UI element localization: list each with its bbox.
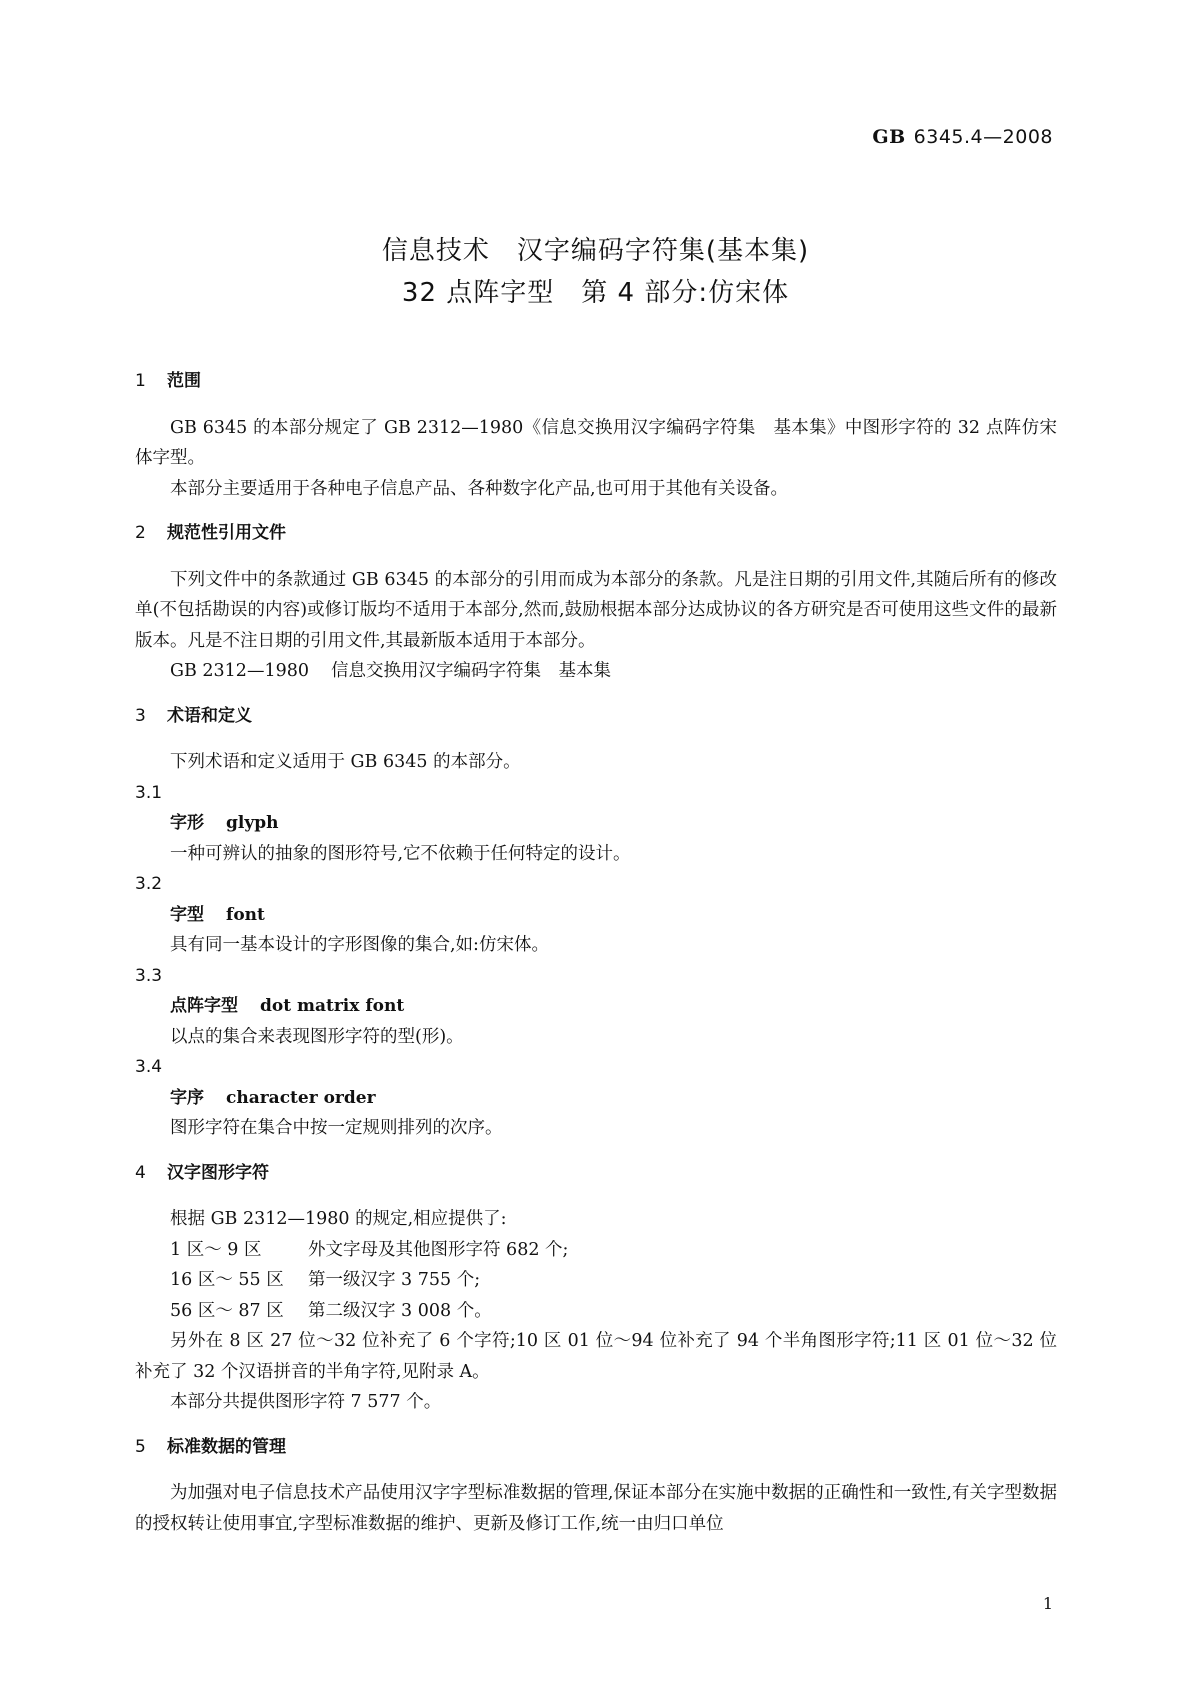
standard-code: 6345.4—2008 <box>913 126 1053 148</box>
section-5-paragraph-1: 为加强对电子信息技术产品使用汉字字型标准数据的管理,保证本部分在实施中数据的正确性和一致性,有关字型数据的授权转让使用事宜,字型标准数据的维护、更新及修订工作,统一由归口单位 <box>135 1483 1057 1534</box>
section-5-body <box>135 1478 1057 1539</box>
term-definition: 具有同一基本设计的字形图像的集合,如:仿宋体。 <box>170 935 549 955</box>
section-3-heading: 3 术语和定义 <box>135 705 252 726</box>
zone-row <box>135 1265 1057 1296</box>
term-definition: 图形字符在集合中按一定规则排列的次序。 <box>170 1118 503 1138</box>
normative-reference <box>135 656 1057 687</box>
section-4-total: 本部分共提供图形字符 7 577 个。 <box>170 1392 442 1412</box>
zone-description: 第一级汉字 3 755 个; <box>308 1270 481 1290</box>
standard-prefix: GB <box>872 126 906 148</box>
term-entry <box>135 1083 1057 1114</box>
zone-range: 1 区～ 9 区 <box>170 1239 262 1260</box>
section-5-heading: 5 标准数据的管理 <box>135 1436 286 1457</box>
term-zh: 点阵字型 <box>170 996 238 1016</box>
term-entry <box>135 900 1057 931</box>
zone-range: 16 区～ 55 区 <box>170 1270 284 1290</box>
zone-range: 56 区～ 87 区 <box>170 1300 284 1321</box>
section-4-heading: 4 汉字图形字符 <box>135 1162 269 1183</box>
term-en: character order <box>226 1087 376 1108</box>
section-4-body <box>135 1204 1057 1418</box>
reference-title: 信息交换用汉字编码字符集 基本集 <box>330 661 611 681</box>
section-1-paragraph-1: GB 6345 的本部分规定了 GB 2312—1980《信息交换用汉字编码字符集 基本集》中图形字符的 32 点阵仿宋体字型。 <box>135 417 1057 468</box>
clause-number: 3.2 <box>135 874 163 894</box>
term-entry <box>135 991 1057 1022</box>
section-3-intro: 下列术语和定义适用于 GB 6345 的本部分。 <box>170 752 521 772</box>
zone-description: 第二级汉字 3 008 个。 <box>308 1300 492 1321</box>
term-definition: 以点的集合来表现图形字符的型(形)。 <box>170 1026 464 1047</box>
reference-code: GB 2312—1980 <box>170 661 309 681</box>
zone-row <box>135 1235 1057 1266</box>
term-zh: 字序 <box>170 1087 204 1108</box>
section-4-intro: 根据 GB 2312—1980 的规定,相应提供了: <box>170 1209 507 1229</box>
document-title-line-2: 32 点阵字型 第 4 部分:仿宋体 <box>401 278 790 308</box>
page-number: 1 <box>1042 1594 1053 1613</box>
standard-number <box>872 126 1053 148</box>
term-zh: 字形 <box>170 813 204 833</box>
section-3-body <box>135 747 1057 1144</box>
section-4-supplement: 另外在 8 区 27 位～32 位补充了 6 个字符;10 区 01 位～94 位补充了 94 个半角图形字符;11 区 01 位～32 位补充了 32 个汉语拼音的半角字符,见附录 A。 <box>135 1331 1057 1382</box>
zone-description: 外文字母及其他图形字符 682 个; <box>308 1239 569 1260</box>
term-zh: 字型 <box>170 904 204 925</box>
clause-number: 3.1 <box>135 782 163 803</box>
term-en: dot matrix font <box>260 996 405 1016</box>
document-title-line-1: 信息技术 汉字编码字符集(基本集) <box>381 236 810 266</box>
zone-row <box>135 1296 1057 1327</box>
section-2-paragraph-1: 下列文件中的条款通过 GB 6345 的本部分的引用而成为本部分的条款。凡是注日期的引用文件,其随后所有的修改单(不包括勘误的内容)或修订版均不适用于本部分,然而,鼓励根据本部分达成协议的各方研究是否可使用这些文件的最新版本。凡是不注日期的引用文件,其最新版本适用于本部分。 <box>135 569 1057 651</box>
term-en: font <box>226 904 265 925</box>
clause-number: 3.3 <box>135 965 163 986</box>
term-definition: 一种可辨认的抽象的图形符号,它不依赖于任何特定的设计。 <box>170 843 631 864</box>
document-body <box>135 366 1057 1539</box>
term-en: glyph <box>226 813 279 833</box>
section-2-body <box>135 565 1057 687</box>
section-2-heading: 2 规范性引用文件 <box>135 523 286 543</box>
term-entry <box>135 808 1057 839</box>
section-1-paragraph-2: 本部分主要适用于各种电子信息产品、各种数字化产品,也可用于其他有关设备。 <box>170 478 789 499</box>
section-1-heading: 1 范围 <box>135 371 201 391</box>
clause-number: 3.4 <box>135 1057 163 1077</box>
section-1-body <box>135 413 1057 505</box>
